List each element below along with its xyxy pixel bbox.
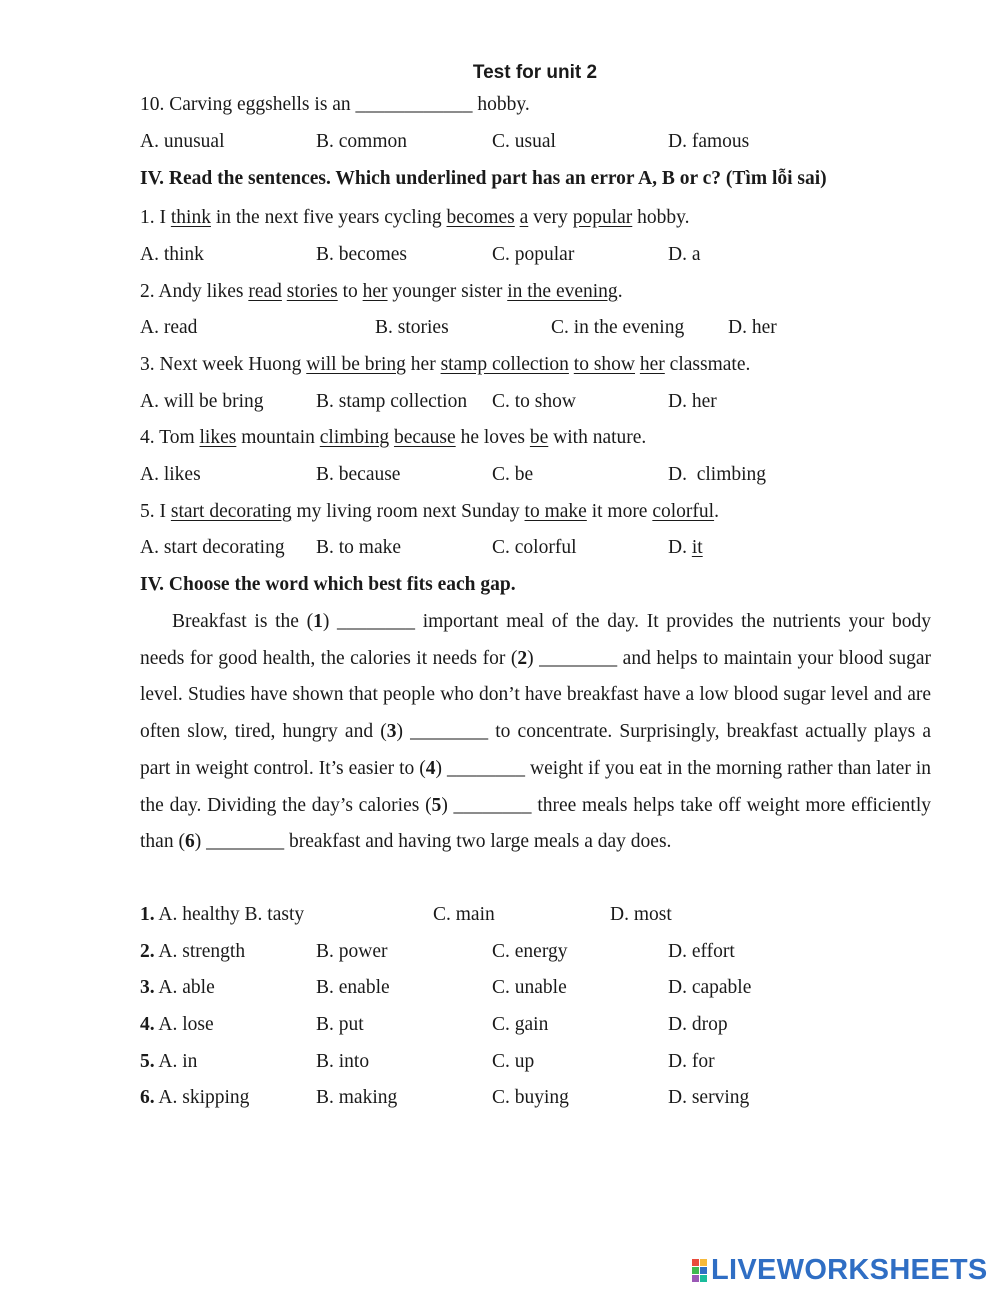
option-d[interactable]: D. climbing — [668, 464, 767, 485]
option-b[interactable]: B. stories — [375, 317, 449, 338]
underlined-part: colorful — [652, 501, 715, 522]
option-a[interactable]: A. unusual — [140, 131, 225, 152]
logo-tile — [700, 1275, 707, 1282]
underlined-part: her — [362, 281, 388, 302]
option-b[interactable]: B. stamp collection — [316, 391, 468, 412]
option-c[interactable]: C. unable — [492, 977, 567, 998]
option-c[interactable]: C. gain — [492, 1014, 549, 1035]
underlined-part: to show — [573, 354, 636, 375]
liveworksheets-logo[interactable] — [692, 1254, 988, 1287]
logo-text: LIVEWORKSHEETS — [711, 1254, 988, 1286]
logo-tile — [700, 1267, 707, 1274]
error-question-4: 4. Tom likes mountain climbing because he loves be with nature. — [140, 427, 647, 448]
passage: Breakfast is the (1) ________ important meal of the day. It provides the nutrients your body needs for good health, the calories it needs for (2) ________ and helps to maintain your blood sugar level. Studies have shown that people who don’t have breakfast have a low blood sugar level and are often slow, tired, hungry and (3) ________ to concentrate. Surprisingly, breakfast actually plays a part in weight control. It’s easier to (4) ________ weight if you eat in the morning rather than later in the day. Dividing the day’s calories (5) ________ three meals helps take off weight more efficiently than (6) ________ breakfast and having two large meals a day does. — [140, 611, 932, 853]
underlined-part: to make — [524, 501, 587, 522]
section-error-heading: IV. Read the sentences. Which underlined part has an error A, B or c? (Tìm lỗi sai) — [140, 168, 827, 189]
underlined-part: popular — [572, 207, 633, 228]
option-b[interactable]: B. power — [316, 941, 388, 962]
option-b[interactable]: B. because — [316, 464, 401, 485]
error-question-5: 5. I start decorating my living room next Sunday to make it more colorful. — [140, 501, 719, 522]
page-title: Test for unit 2 — [472, 62, 598, 83]
underlined-part: stories — [286, 281, 338, 302]
option-a[interactable]: A. read — [140, 317, 198, 338]
option-d[interactable]: D. effort — [668, 941, 735, 962]
option-a[interactable]: A. strength — [154, 941, 246, 962]
section-gap-heading: IV. Choose the word which best fits each gap. — [140, 574, 516, 595]
underlined-part: think — [170, 207, 211, 228]
question-10-stem: 10. Carving eggshells is an ____________ hobby. — [140, 94, 530, 115]
option-d[interactable]: D. capable — [668, 977, 752, 998]
option-a[interactable]: A. healthy — [154, 904, 240, 925]
error-question-2: 2. Andy likes read stories to her younger sister in the evening. — [140, 281, 623, 302]
option-b[interactable]: B. enable — [316, 977, 390, 998]
underlined-part: likes — [199, 427, 237, 448]
error-question-1: 1. I think in the next five years cycling becomes a very popular hobby. — [140, 207, 690, 228]
option-a[interactable]: A. likes — [140, 464, 201, 485]
option-c[interactable]: C. in the evening — [551, 317, 685, 338]
option-c[interactable]: C. popular — [492, 244, 575, 265]
option-d[interactable]: D. most — [610, 904, 672, 925]
option-b[interactable]: B. into — [316, 1051, 370, 1072]
underlined-part: becomes — [446, 207, 515, 228]
option-d[interactable]: D. her — [668, 391, 717, 412]
underlined-part: in the evening — [507, 281, 618, 302]
underlined-part: start decorating — [170, 501, 292, 522]
option-b[interactable]: B. put — [316, 1014, 364, 1035]
option-a[interactable]: A. start decorating — [140, 537, 285, 558]
option-c[interactable]: C. usual — [492, 131, 556, 152]
option-c[interactable]: C. to show — [492, 391, 576, 412]
underlined-part: climbing — [319, 427, 390, 448]
option-b[interactable]: B. tasty — [244, 904, 305, 925]
gap-number: 6 — [184, 831, 195, 853]
option-a[interactable]: A. skipping — [154, 1087, 250, 1108]
option-b[interactable]: B. common — [316, 131, 407, 152]
option-b[interactable]: B. becomes — [316, 244, 407, 265]
option-d[interactable]: D. it — [668, 537, 703, 558]
gap-number: 4 — [425, 757, 436, 779]
underlined-part: her — [639, 354, 665, 375]
option-c[interactable]: C. main — [433, 904, 495, 925]
option-a[interactable]: A. will be bring — [140, 391, 264, 412]
underlined-part: a — [519, 207, 529, 228]
option-a[interactable]: A. able — [154, 977, 215, 998]
option-b[interactable]: B. making — [316, 1087, 398, 1108]
gap-number: 3 — [386, 721, 397, 743]
logo-tile — [692, 1259, 699, 1266]
gap-number: 5 — [431, 794, 442, 816]
option-d[interactable]: D. her — [728, 317, 777, 338]
option-d[interactable]: D. drop — [668, 1014, 728, 1035]
gap-number: 2 — [517, 647, 528, 669]
option-a[interactable]: A. think — [140, 244, 204, 265]
gap-number: 1 — [313, 611, 323, 632]
option-b[interactable]: B. to make — [316, 537, 402, 558]
option-c[interactable]: C. up — [492, 1051, 535, 1072]
option-d[interactable]: D. famous — [668, 131, 750, 152]
underlined-part: because — [393, 427, 456, 448]
option-c[interactable]: C. be — [492, 464, 534, 485]
underlined-part: stamp collection — [440, 354, 569, 375]
option-c[interactable]: C. energy — [492, 941, 568, 962]
logo-tile — [692, 1275, 699, 1282]
logo-tile — [692, 1267, 699, 1274]
option-d[interactable]: D. serving — [668, 1087, 750, 1108]
error-question-3: 3. Next week Huong will be bring her stamp collection to show her classmate. — [140, 354, 751, 375]
option-a[interactable]: A. lose — [154, 1014, 214, 1035]
underlined-part: be — [529, 427, 549, 448]
underlined-part: will be bring — [306, 354, 406, 375]
logo-tile — [700, 1259, 707, 1266]
option-c[interactable]: C. buying — [492, 1087, 569, 1108]
logo-mark-icon — [692, 1259, 707, 1282]
option-d[interactable]: D. for — [668, 1051, 715, 1072]
option-d[interactable]: D. a — [668, 244, 701, 265]
underlined-part: read — [248, 281, 282, 302]
option-a[interactable]: A. in — [154, 1051, 198, 1072]
option-c[interactable]: C. colorful — [492, 537, 577, 558]
